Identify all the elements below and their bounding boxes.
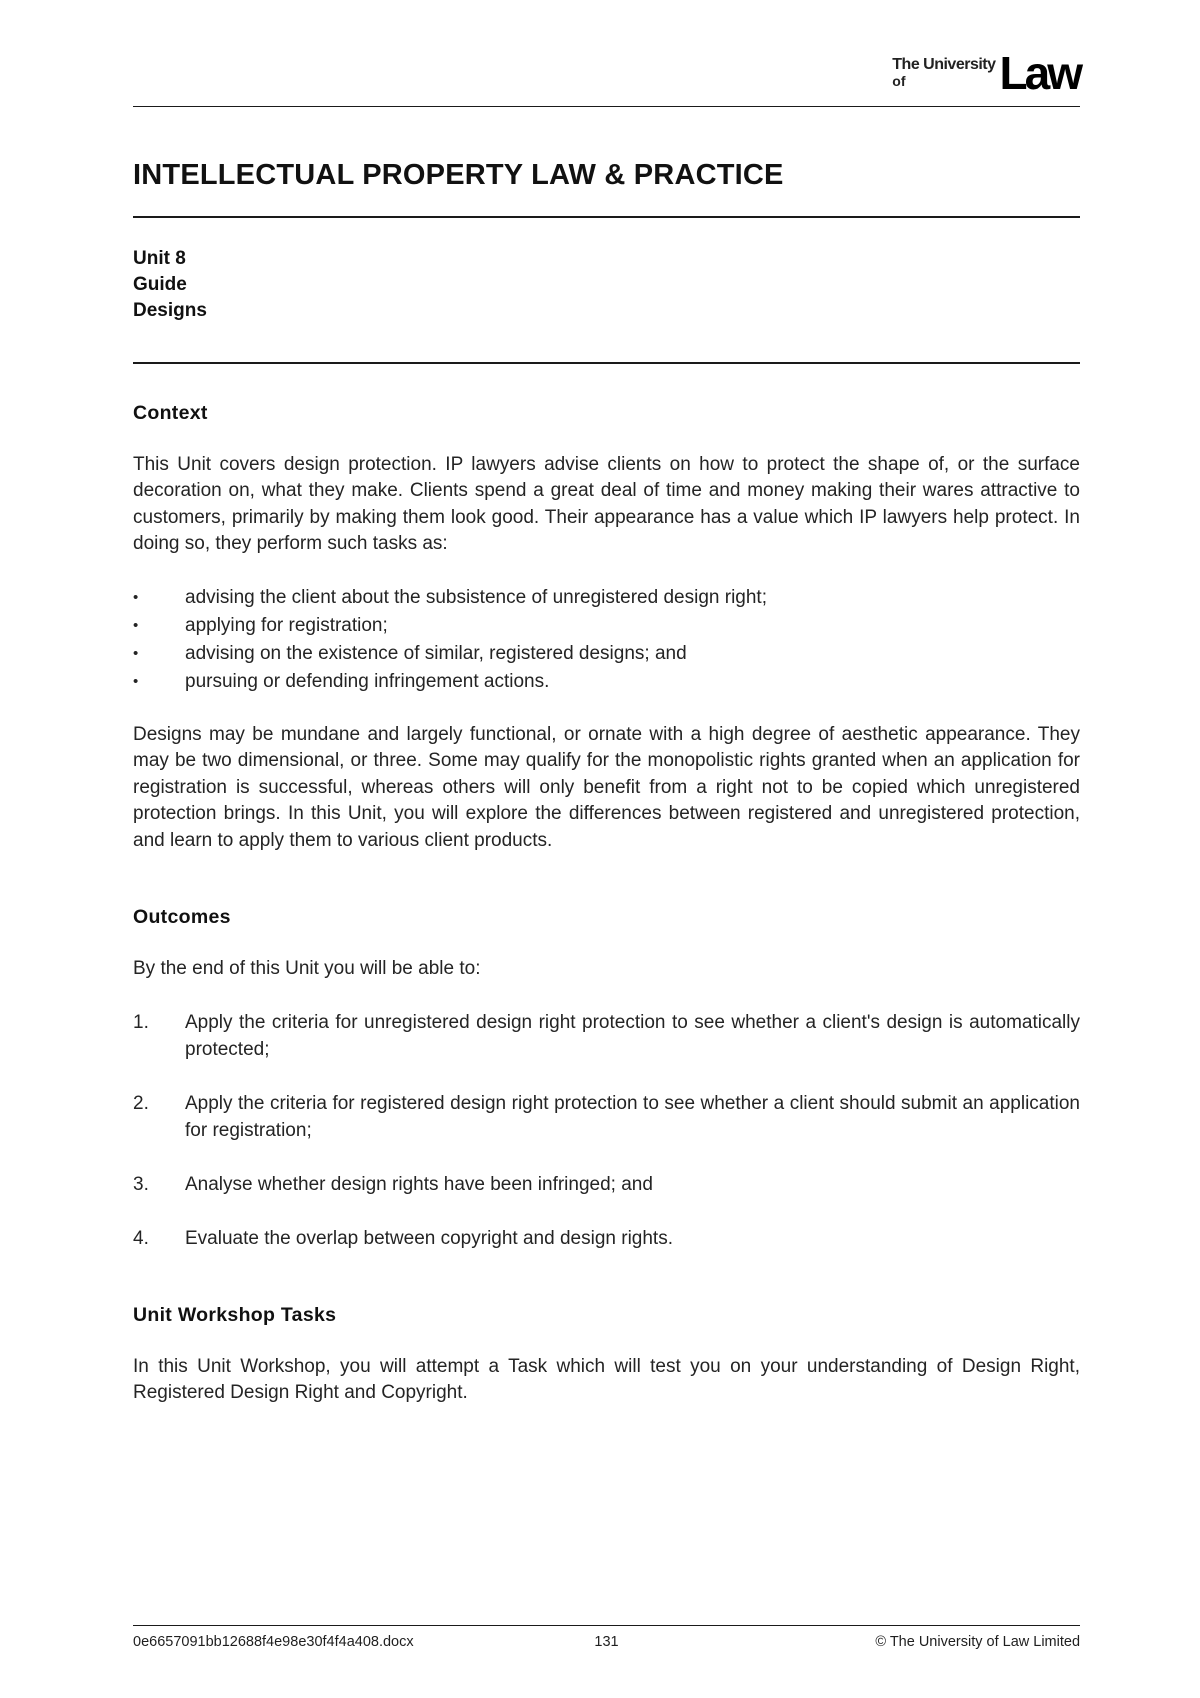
- bullet-marker: •: [133, 588, 139, 606]
- item-number: 1.: [133, 1011, 149, 1033]
- item-text: Analyse whether design rights have been infringed; and: [185, 1173, 653, 1195]
- item-number: 3.: [133, 1173, 149, 1195]
- unit-divider: [133, 362, 1080, 364]
- section-heading-workshop: Unit Workshop Tasks: [133, 1303, 337, 1326]
- numbered-item: [133, 1171, 1080, 1198]
- logo-law-wordmark: Law: [999, 47, 1080, 99]
- logo-the-university: The University: [892, 56, 996, 73]
- bullet-marker: •: [133, 616, 139, 634]
- footer: [133, 1625, 1080, 1650]
- item-number: 4.: [133, 1227, 149, 1249]
- footer-divider: [133, 1625, 1080, 1626]
- logo-of: of: [892, 73, 906, 89]
- bullet-item: [133, 668, 1080, 695]
- item-text: Evaluate the overlap between copyright and design rights.: [185, 1227, 673, 1249]
- section-heading-outcomes: Outcomes: [133, 906, 231, 929]
- header-divider: [133, 106, 1080, 107]
- item-text: Apply the criteria for unregistered design right protection to see whether a client's design is automatically protected;: [185, 1011, 1080, 1060]
- footer-row: [133, 1634, 1080, 1650]
- unit-block: [133, 246, 1080, 324]
- title-divider: [133, 216, 1080, 218]
- outcomes-intro: By the end of this Unit you will be able to:: [133, 958, 481, 980]
- context-paragraph-2: Designs may be mundane and largely functional, or ornate with a high degree of aesthetic appearance. They may be two dimensional, or three. Some may qualify for the monopolistic rights granted when an application for registration is successful, whereas others will only benefit from a right not to be copied which unregistered protection brings. In this Unit, you will explore the differences between registered and unregistered protection, and learn to apply them to various client products.: [133, 723, 1080, 851]
- section-heading-context: Context: [133, 401, 208, 424]
- bullet-item: [133, 640, 1080, 667]
- footer-page-number: 131: [594, 1634, 619, 1650]
- bullet-marker: •: [133, 644, 139, 662]
- university-of-law-logo: [892, 47, 1080, 99]
- context-bullet-list: [133, 584, 1080, 695]
- unit-number: Unit 8: [133, 247, 186, 269]
- item-number: 2.: [133, 1092, 149, 1114]
- item-text: Apply the criteria for registered design right protection to see whether a client should submit an application for registration;: [185, 1092, 1080, 1141]
- bullet-item: [133, 584, 1080, 611]
- context-paragraph-1: This Unit covers design protection. IP lawyers advise clients on how to protect the shape of, or the surface decoration on, what they make. Clients spend a great deal of time and money making their wares attractive to customers, primarily by making them look good. Their appearance has a value which IP lawyers help protect. In doing so, they perform such tasks as:: [133, 453, 1080, 555]
- bullet-text: pursuing or defending infringement actions.: [185, 670, 550, 692]
- outcomes-numbered-list: [133, 1009, 1080, 1252]
- numbered-item: [133, 1225, 1080, 1252]
- footer-filename: 0e6657091bb12688f4e98e30f4f4a408.docx: [133, 1634, 414, 1650]
- workshop-paragraph: In this Unit Workshop, you will attempt a Task which will test you on your understanding of Design Right, Registered Design Right and Copyright.: [133, 1355, 1080, 1404]
- bullet-text: advising the client about the subsistence of unregistered design right;: [185, 586, 767, 608]
- logo-text-block: [892, 52, 995, 89]
- document-title: INTELLECTUAL PROPERTY LAW & PRACTICE: [133, 158, 784, 191]
- footer-copyright: © The University of Law Limited: [875, 1634, 1081, 1650]
- bullet-text: advising on the existence of similar, registered designs; and: [185, 642, 687, 664]
- numbered-item: [133, 1090, 1080, 1144]
- unit-type: Guide: [133, 273, 187, 295]
- header: [133, 47, 1080, 99]
- unit-topic: Designs: [133, 299, 207, 321]
- bullet-text: applying for registration;: [185, 614, 388, 636]
- numbered-item: [133, 1009, 1080, 1063]
- bullet-marker: •: [133, 672, 139, 690]
- bullet-item: [133, 612, 1080, 639]
